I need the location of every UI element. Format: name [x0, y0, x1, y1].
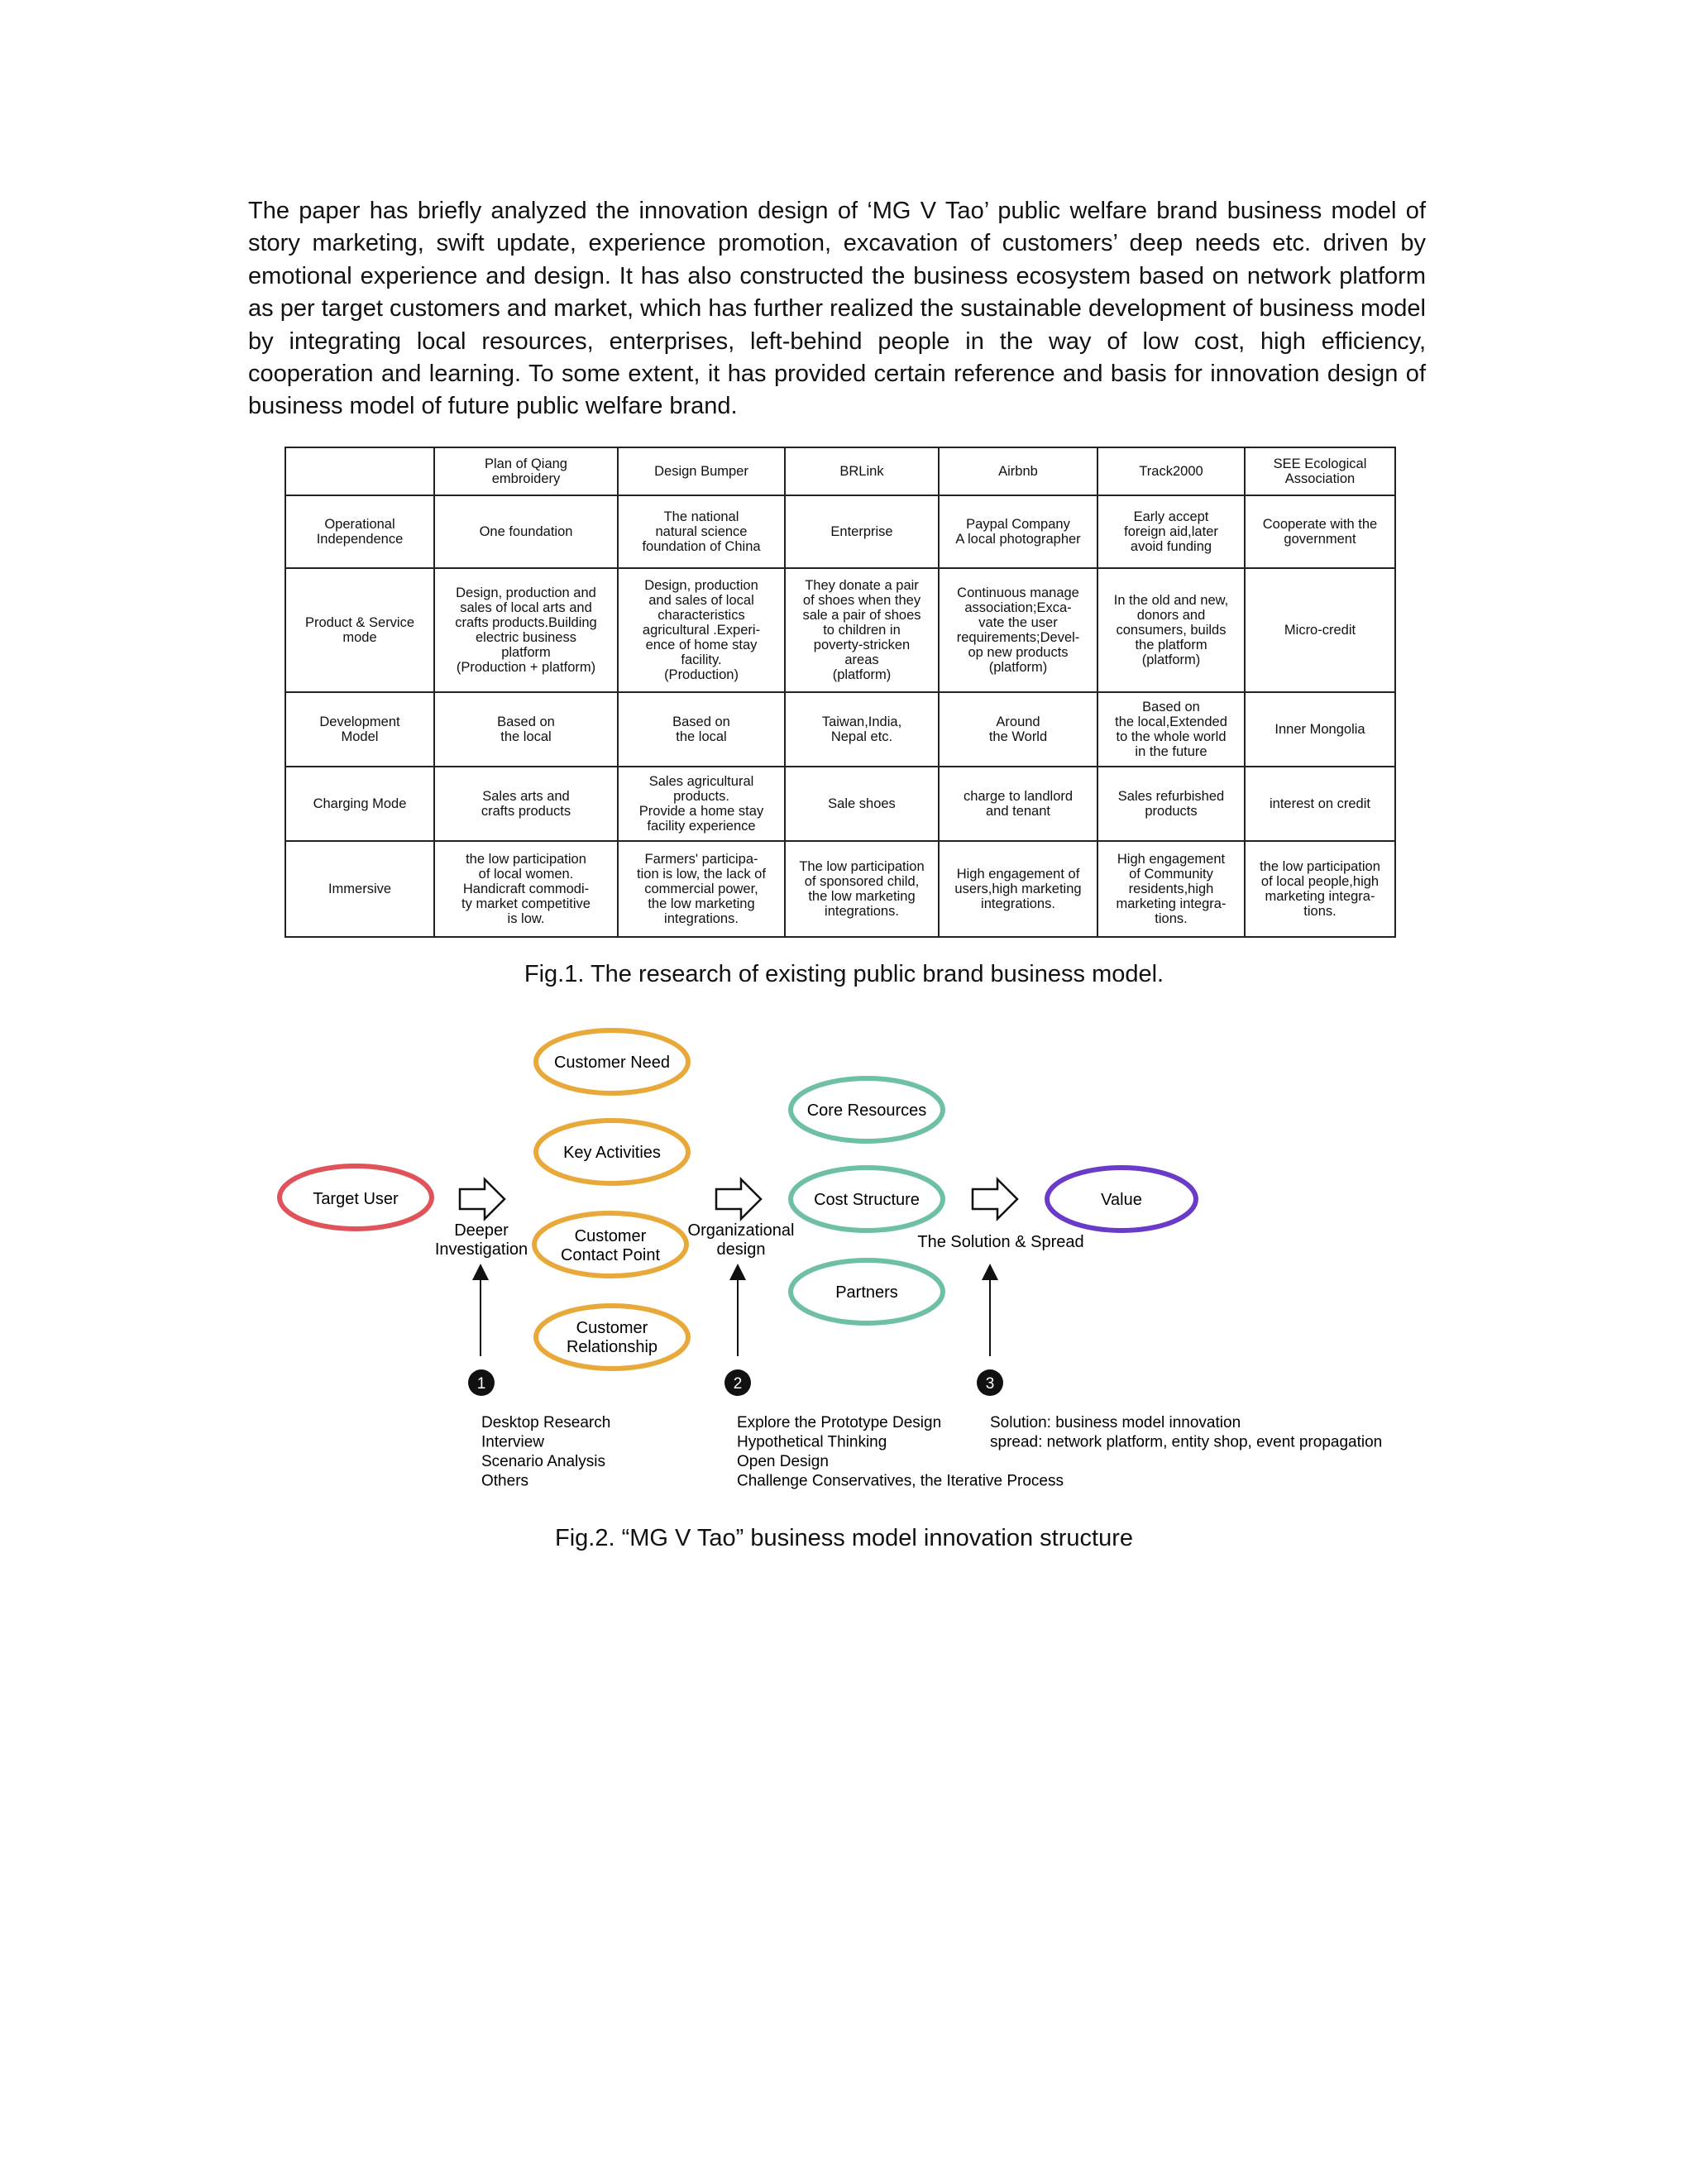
body-paragraph: The paper has briefly analyzed the innovation design of ‘MG V Tao’ public welfare brand business model of story marketing, swift update, experience promotion, excavation of customers’ deep needs etc. driven by emotional experience and design. It has also constructed the business ecosystem based on network platform as per target customers and market, which has further realized the sustainable development of business model by integrating local resources, enterprises, left-behind people in the way of low cost, high efficiency, cooperation and learning. To some extent, it has provided certain reference and basis for innovation design of business model of future public welfare brand.: [248, 198, 1426, 420]
customer-need-label: Customer Need: [553, 1054, 671, 1072]
customer-relationship-label: Customer Relationship: [566, 1319, 658, 1356]
table-cell: Development Model: [285, 692, 434, 767]
table-cell: Charging Mode: [285, 767, 434, 841]
key-activities-label: Key Activities: [563, 1144, 661, 1162]
customer-relationship-node: [536, 1306, 688, 1369]
table-cell: Based on the local: [434, 692, 618, 767]
step-badge-3: [977, 1369, 1003, 1396]
table-cell: High engagement of Community residents,high marketing integra- tions.: [1097, 841, 1245, 937]
block-arrow-1: [460, 1179, 504, 1219]
svg-text:1: 1: [476, 1375, 486, 1393]
customer-relationship-ellipse: [536, 1306, 688, 1369]
table-cell: Farmers' participa- tion is low, the lack of commercial power, the low marketing integrations.: [618, 841, 785, 937]
partners-label: Partners: [835, 1283, 898, 1302]
table-header-cell: Plan of Qiang embroidery: [434, 447, 618, 495]
cost-structure-label: Cost Structure: [814, 1191, 920, 1209]
block-arrow-3: [973, 1179, 1017, 1219]
table-cell: They donate a pair of shoes when they sale a pair of shoes to children in poverty-stricken areas (platform): [785, 568, 939, 692]
table-cell: High engagement of users,high marketing integrations.: [939, 841, 1097, 937]
target-user-label: Target User: [313, 1190, 399, 1208]
table-cell: Continuous manage association;Exca- vate the user requirements;Devel- op new products (platform): [939, 568, 1097, 692]
table-cell: Enterprise: [785, 495, 939, 568]
table-cell: Early accept foreign aid,later avoid funding: [1097, 495, 1245, 568]
value-node: [1047, 1168, 1196, 1231]
table-cell: Around the World: [939, 692, 1097, 767]
table-cell: Inner Mongolia: [1245, 692, 1395, 767]
step-3-notes: Solution: business model innovation spread: network platform, entity shop, event propagation: [990, 1414, 1383, 1451]
organizational-design-label: Organizational design: [687, 1221, 795, 1259]
table-cell: Operational Independence: [285, 495, 434, 568]
svg-text:3: 3: [985, 1375, 995, 1393]
step-1-notes: Desktop Research Interview Scenario Analysis Others: [481, 1414, 611, 1490]
table-cell: Taiwan,India, Nepal etc.: [785, 692, 939, 767]
svg-text:2: 2: [733, 1375, 743, 1393]
table-cell: Product & Service mode: [285, 568, 434, 692]
table-cell: Design, production and sales of local arts and crafts products.Building electric business platform (Production + platform): [434, 568, 618, 692]
table-cell: Sales agricultural products. Provide a home stay facility experience: [618, 767, 785, 841]
solution-spread-label: The Solution & Spread: [917, 1233, 1084, 1251]
table-header-cell: Design Bumper: [618, 447, 785, 495]
table-cell: Sales arts and crafts products: [434, 767, 618, 841]
table-cell: The national natural science foundation of China: [618, 495, 785, 568]
fig1-caption: Fig.1. The research of existing public brand business model.: [524, 961, 1164, 987]
partners-node: [791, 1260, 943, 1323]
step-2-notes: Explore the Prototype Design Hypothetical Thinking Open Design Challenge Conservatives, the Iterative Process: [737, 1414, 1064, 1490]
table-cell: Design, production and sales of local characteristics agricultural .Experi- ence of home stay facility. (Production): [618, 568, 785, 692]
table-cell: the low participation of local women. Handicraft commodi- ty market competitive is low.: [434, 841, 618, 937]
customer-contact-point-node: [534, 1213, 686, 1276]
table-header-cell: Airbnb: [939, 447, 1097, 495]
core-resources-label: Core Resources: [806, 1102, 927, 1120]
table-cell: The low participation of sponsored child, the low marketing integrations.: [785, 841, 939, 937]
table-cell: Based on the local,Extended to the whole world in the future: [1097, 692, 1245, 767]
table-header-cell: Track2000: [1097, 447, 1245, 495]
key-activities-node: [536, 1121, 688, 1183]
table-cell: Sales refurbished products: [1097, 767, 1245, 841]
table-header-cell: SEE Ecological Association: [1245, 447, 1395, 495]
table-cell: Paypal Company A local photographer: [939, 495, 1097, 568]
table-cell: Sale shoes: [785, 767, 939, 841]
table-cell: Micro-credit: [1245, 568, 1395, 692]
customer-contact-point-label: Customer Contact Point: [560, 1227, 661, 1264]
table-cell: Based on the local: [618, 692, 785, 767]
core-resources-node: [791, 1078, 943, 1141]
deeper-investigation-label: Deeper Investigation: [434, 1221, 528, 1259]
table-cell: charge to landlord and tenant: [939, 767, 1097, 841]
table-cell: Immersive: [285, 841, 434, 937]
step-badge-1: [468, 1369, 495, 1396]
cost-structure-node: [791, 1168, 943, 1231]
table-cell: In the old and new, donors and consumers, builds the platform (platform): [1097, 568, 1245, 692]
table-cell: the low participation of local people,high marketing integra- tions.: [1245, 841, 1395, 937]
table-cell: Cooperate with the government: [1245, 495, 1395, 568]
customer-need-node: [536, 1030, 688, 1093]
value-label: Value: [1101, 1191, 1142, 1209]
table-header-cell: BRLink: [785, 447, 939, 495]
block-arrow-2: [716, 1179, 761, 1219]
step-badge-2: [724, 1369, 751, 1396]
table-cell: One foundation: [434, 495, 618, 568]
target-user-node: [280, 1166, 432, 1229]
fig2-caption: Fig.2. “MG V Tao” business model innovation structure: [554, 1525, 1133, 1551]
table-cell: interest on credit: [1245, 767, 1395, 841]
